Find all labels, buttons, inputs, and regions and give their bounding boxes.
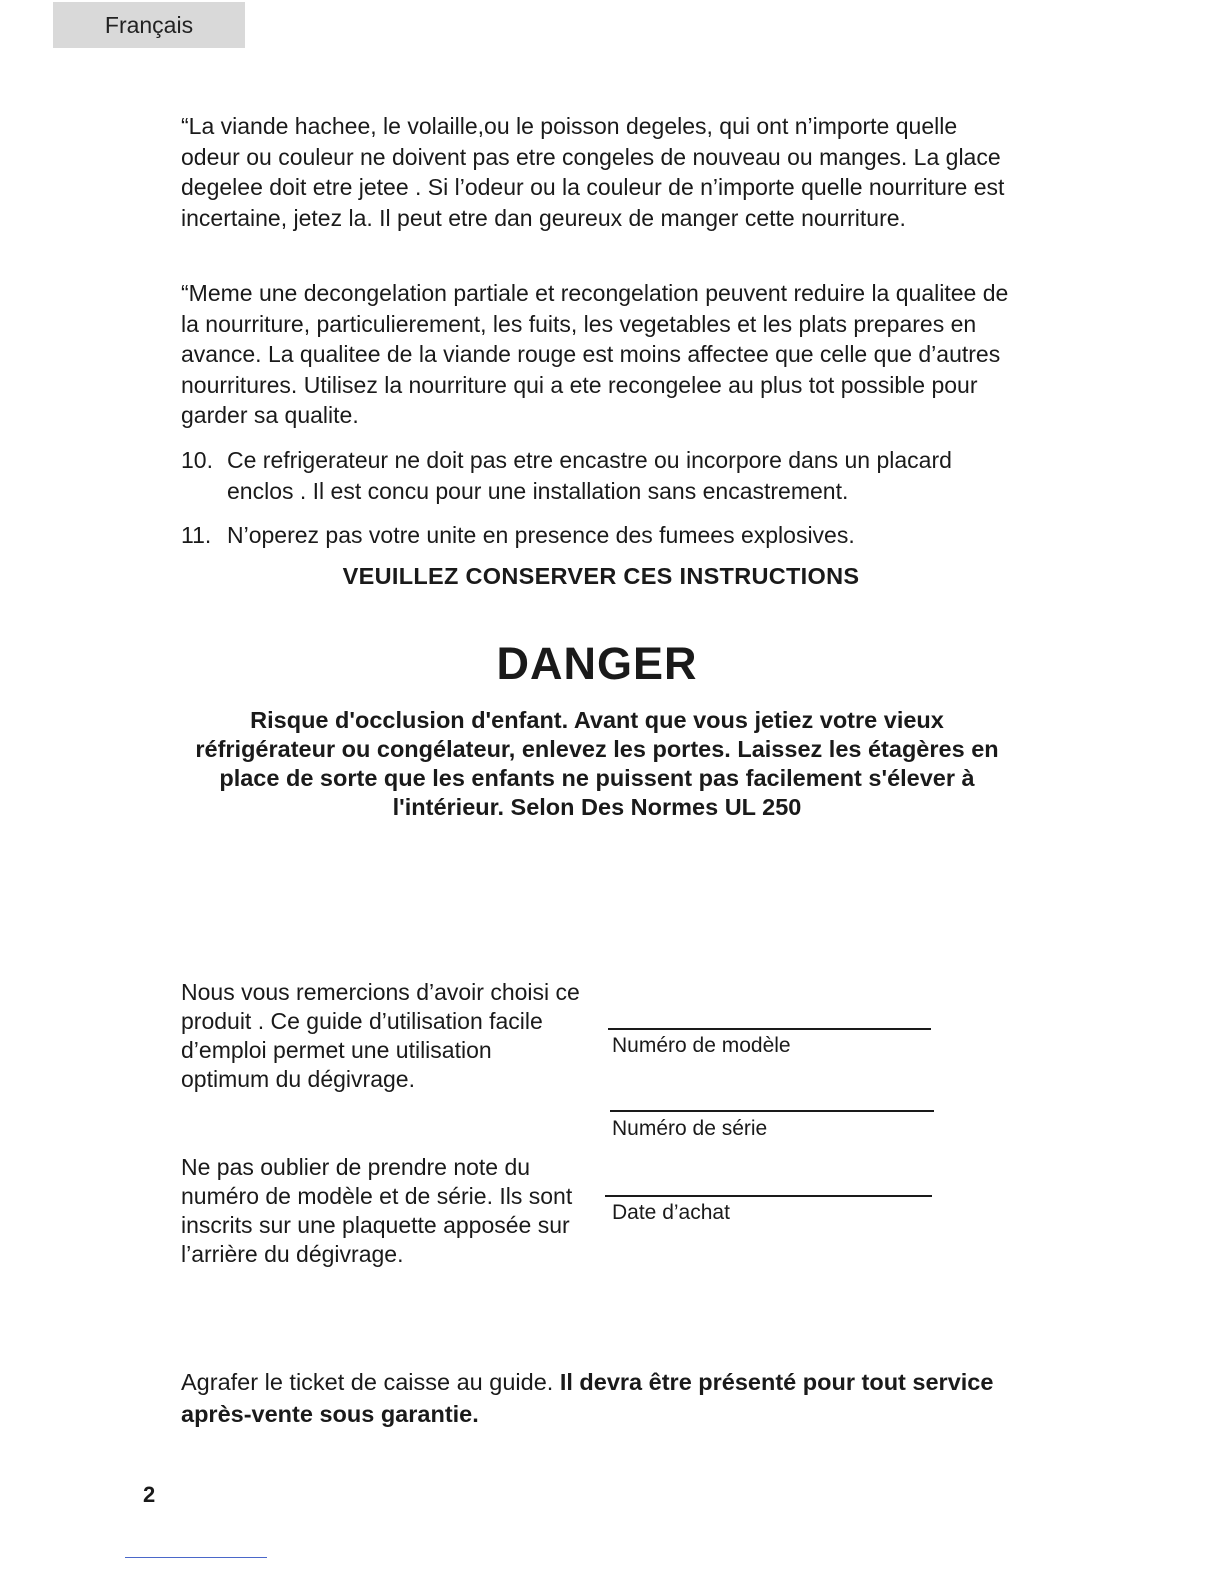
list-item-text: Ce refrigerateur ne doit pas etre encastre ou incorpore dans un placard enclos . Il est concu pour une installation sans encastrement.	[227, 447, 952, 504]
list-item-number: 10.	[181, 447, 213, 473]
purchase-date-line	[605, 1195, 932, 1197]
serial-number-label: Numéro de série	[612, 1117, 768, 1140]
serial-number-line	[610, 1110, 934, 1112]
language-tab: Français	[53, 2, 245, 48]
serial-note-paragraph: Ne pas oublier de prendre note du numéro de modèle et de série. Ils sont inscrits sur une plaquette apposée sur l’arrière du dégivrage.	[181, 1154, 573, 1267]
page-number: 2	[143, 1482, 156, 1507]
thanks-paragraph: Nous vous remercions d’avoir choisi ce produit . Ce guide d’utilisation facile d’emploi permet une utilisation optimum du dégivrage.	[181, 979, 580, 1092]
save-instructions-heading: VEUILLEZ CONSERVER CES INSTRUCTIONS	[342, 563, 860, 589]
paragraph-partial-thawing: “Meme une decongelation partiale et recongelation peuvent reduire la qualitee de la nourriture, particulierement, les fuits, les vegetables et les plats prepares en avance. La qualitee de la viande rouge est moins affectee que celle que d’autres nourritures. Utilisez la nourriture qui a ete recongelee au plus tot possible pour garder sa qualite.	[181, 280, 1009, 428]
model-number-line	[608, 1028, 931, 1030]
list-item-11	[181, 520, 1021, 551]
danger-warning-text: Risque d'occlusion d'enfant. Avant que vous jetiez votre vieux réfrigérateur ou congélateur, enlevez les portes. Laissez les étagères en place de sorte que les enfants ne puissent pas facilement s'élever à l'intérieur. Selon Des Normes UL 250	[195, 707, 999, 820]
receipt-bold-text: Il devra être présenté pour tout service après-vente sous garantie.	[181, 1369, 994, 1427]
list-item-text: N’operez pas votre unite en presence des fumees explosives.	[227, 522, 855, 548]
paragraph-thawed-food: “La viande hachee, le volaille,ou le poisson degeles, qui ont n’importe quelle odeur ou couleur ne doivent pas etre congeles de nouveau ou manges. La glace degelee doit etre jetee . Si l’odeur ou la couleur de n’importe quelle nourriture est incertaine, jetez la. Il peut etre dan geureux de manger cette nourriture.	[181, 113, 1005, 231]
list-item-number: 11.	[181, 522, 212, 548]
bottom-rule	[125, 1557, 267, 1558]
model-number-label: Numéro de modèle	[612, 1034, 791, 1057]
purchase-date-label: Date d’achat	[612, 1201, 730, 1224]
list-item-10	[181, 445, 1021, 506]
danger-title: DANGER	[496, 638, 698, 689]
receipt-note	[181, 1366, 1031, 1430]
receipt-normal-text: Agrafer le ticket de caisse au guide.	[181, 1369, 560, 1395]
